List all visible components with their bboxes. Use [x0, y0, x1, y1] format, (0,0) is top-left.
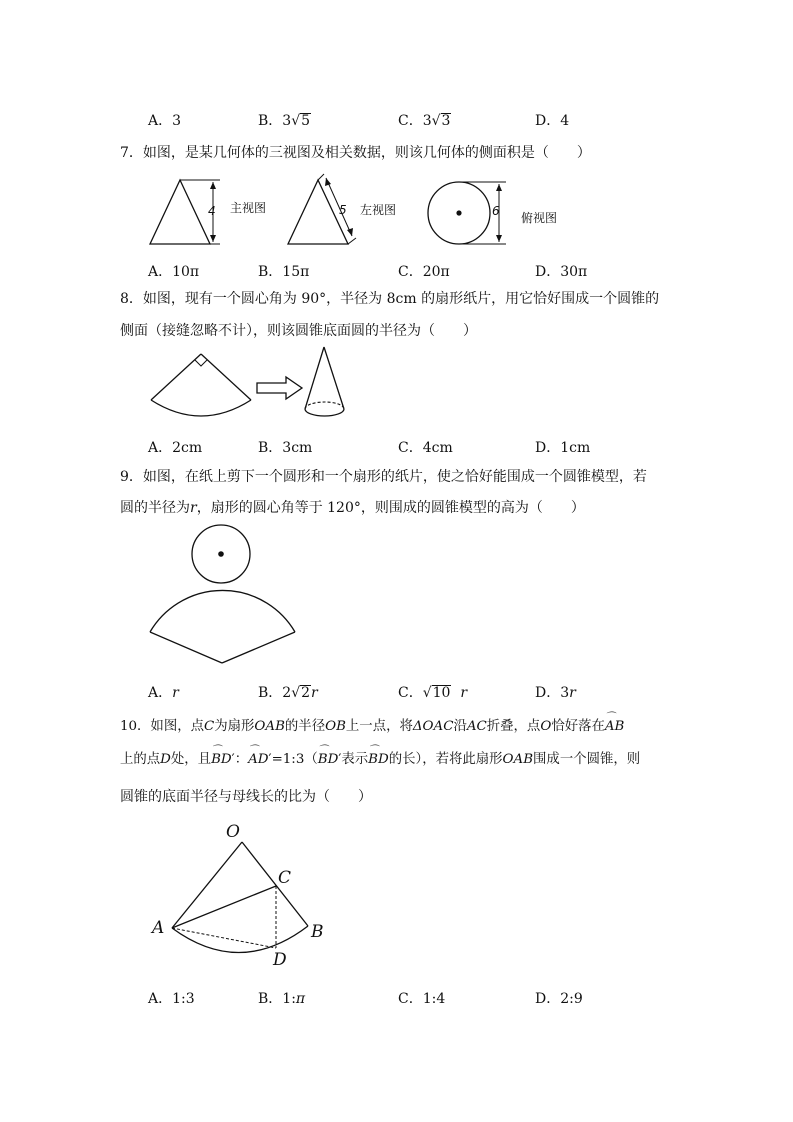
q9-option-b-var: r	[311, 685, 318, 701]
q10-t10: ′：	[231, 752, 249, 767]
q10-t14: 围成一个圆锥，则	[533, 752, 641, 767]
q10-var-o: O	[540, 719, 552, 734]
q7-stem: 7．如图，是某几何体的三视图及相关数据，则该几何体的侧面积是（ ）	[120, 145, 591, 161]
q8-stem-line1: 8．如图，现有一个圆心角为 90°，半径为 8cm 的扇形纸片，用它恰好围成一个圆锥的	[120, 291, 660, 307]
q7-top-view	[420, 172, 530, 252]
q9-option-d	[535, 682, 576, 702]
q10-var-oab-2: OAB	[502, 752, 534, 767]
q7-front-dim: 4	[208, 204, 216, 218]
q7-option-d: D．30π	[535, 264, 588, 280]
q9-option-d-prefix: D．3	[535, 685, 570, 701]
q10-t13: 的长），若将此扇形	[388, 752, 503, 767]
q10-t8: 上的点	[120, 752, 161, 767]
q10-t6: 折叠，点	[486, 719, 541, 734]
q7-side-label: 左视图	[360, 203, 397, 217]
q10-t4: 上一点，将	[345, 719, 413, 734]
q8-cone-figure	[300, 343, 360, 428]
q9-stem-line1: 9．如图，在纸上剪下一个圆形和一个扇形的纸片，使之恰好能围成一个圆锥模型，若	[120, 469, 647, 485]
q10-t2: 为扇形	[214, 719, 255, 734]
q9-stem-text-a: 圆的半径为	[120, 500, 190, 516]
q10-arc-bd-3: ⌒ BD	[368, 745, 389, 775]
q10-t5: 沿	[453, 719, 467, 734]
q10-t1: 10．如图，点	[120, 719, 204, 734]
q10-t12: ′表示	[338, 752, 369, 767]
q10-option-b	[258, 988, 305, 1008]
q10-stem-line2	[120, 745, 640, 775]
q8-arrow-icon	[256, 376, 304, 400]
q9-option-a-prefix: A．	[148, 685, 173, 701]
q6-option-c-radicand: 3	[441, 113, 451, 129]
q7-front-label: 主视图	[230, 201, 267, 215]
q6-option-b-prefix: B．3	[258, 113, 292, 129]
q10-var-ac: AC	[466, 719, 487, 734]
q8-option-a: A．2cm	[148, 440, 203, 456]
q9-option-a	[148, 682, 179, 702]
q6-option-c: C．3√3	[398, 113, 451, 129]
q10-point-a: A	[152, 918, 165, 938]
q6-option-b: B．3√5	[258, 113, 311, 129]
q7-front-view	[140, 172, 240, 252]
q10-t7: 恰好落在	[551, 719, 605, 734]
q7-option-c: C．20π	[398, 264, 450, 280]
q10-point-o: O	[226, 822, 240, 842]
q6-option-b-radicand: 5	[301, 113, 311, 129]
q9-option-a-var: r	[172, 685, 179, 701]
q10-point-b: B	[311, 922, 324, 942]
q10-point-d: D	[273, 950, 287, 970]
q10-figure	[150, 820, 340, 980]
q10-t9: 处，且	[170, 752, 212, 767]
q8-sector-figure	[145, 348, 265, 428]
q8-stem-line2: 侧面（接缝忽略不计），则该圆锥底面圆的半径为（ ）	[120, 323, 477, 339]
q10-stem-line3: 圆锥的底面半径与母线长的比为（ ）	[120, 789, 372, 805]
q8-option-d: D．1cm	[535, 440, 591, 456]
q10-var-triangle: ΔOAC	[412, 719, 454, 734]
q10-arc-ab: ⌒ AB	[605, 712, 625, 742]
q6-option-c-prefix: C．3	[398, 113, 432, 129]
q10-point-c: C	[278, 868, 292, 888]
q9-option-c: C．√10 r	[398, 685, 468, 701]
q10-var-oab: OAB	[254, 719, 285, 734]
q7-side-dim: 5	[339, 203, 347, 217]
q9-option-b-prefix: B．2	[258, 685, 292, 701]
q10-var-ob: OB	[325, 719, 346, 734]
q10-option-c: C．1:4	[398, 991, 446, 1007]
q6-option-d: D．4	[535, 113, 570, 129]
q10-arc-bd: ⌒ BD	[211, 745, 232, 775]
q10-option-a: A．1:3	[148, 991, 195, 1007]
q7-option-b: B．15π	[258, 264, 310, 280]
q6-option-a: A．3	[148, 113, 182, 129]
q9-option-d-var: r	[569, 685, 576, 701]
q7-top-dim: 6	[492, 204, 500, 218]
q10-option-b-var: π	[295, 991, 306, 1007]
q9-stem-line2	[120, 493, 585, 523]
q10-option-b-prefix: B．1:	[258, 991, 296, 1007]
q10-option-d: D．2:9	[535, 991, 583, 1007]
q9-option-c-prefix: C．	[398, 685, 423, 701]
q8-option-b: B．3cm	[258, 440, 313, 456]
q9-option-c-var: r	[460, 685, 468, 701]
q10-t11: ′=1:3（	[268, 752, 318, 767]
q10-arc-bd-2: ⌒ BD	[318, 745, 339, 775]
q10-arc-ad: ⌒ AD	[248, 745, 268, 775]
q9-figure	[140, 520, 310, 670]
q9-stem-var-r: r	[190, 500, 197, 516]
q8-option-c: C．4cm	[398, 440, 453, 456]
q9-option-b: B．2√2r	[258, 685, 318, 701]
q10-var-c: C	[204, 719, 215, 734]
q10-var-d: D	[160, 752, 171, 767]
q7-option-a: A．10π	[148, 264, 200, 280]
q7-top-label: 俯视图	[521, 211, 558, 225]
q9-stem-text-b: ，扇形的圆心角等于 120°，则围成的圆锥模型的高为（ ）	[196, 500, 585, 516]
q9-option-c-radicand: 10	[432, 685, 451, 701]
q10-t3: 的半径	[284, 719, 326, 734]
q9-option-b-radicand: 2	[301, 685, 311, 701]
